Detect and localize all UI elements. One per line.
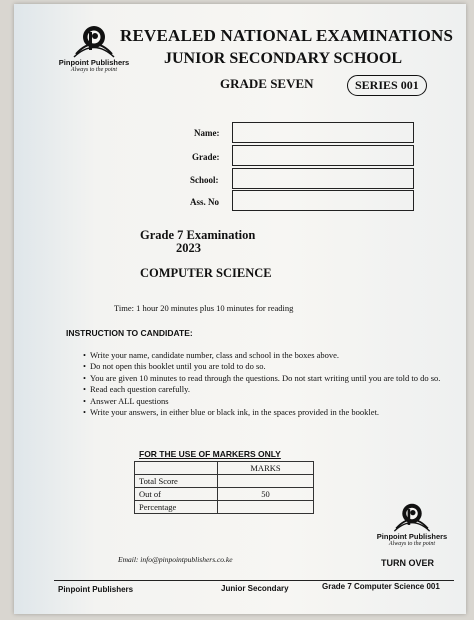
footer-paper-code: Grade 7 Computer Science 001 — [322, 582, 440, 591]
row-label: Out of — [135, 488, 218, 501]
school-box[interactable] — [232, 168, 414, 189]
publisher-brand: Pinpoint Publishers — [376, 532, 448, 541]
publisher-email: Email: info@pinpointpublishers.co.ke — [118, 555, 233, 564]
instructions-title: INSTRUCTION TO CANDIDATE: — [66, 328, 193, 338]
publisher-tagline: Always to the point — [388, 541, 436, 547]
title-line-2: JUNIOR SECONDARY SCHOOL — [164, 50, 402, 67]
instruction-item: • Do not open this booklet until you are told to do so. — [84, 361, 454, 372]
markers-title: FOR THE USE OF MARKERS ONLY — [139, 449, 281, 459]
exam-subject: COMPUTER SCIENCE — [140, 266, 272, 280]
assno-label: Ass. No — [190, 197, 220, 207]
row-label: Percentage — [135, 501, 218, 514]
instruction-item: • Read each question carefully. — [84, 384, 454, 395]
name-box[interactable] — [232, 122, 414, 143]
marks-header: MARKS — [218, 462, 314, 475]
grade-box[interactable] — [232, 145, 414, 166]
table-row — [135, 462, 314, 475]
row-value: 50 — [218, 488, 314, 501]
row-value[interactable] — [218, 475, 314, 488]
title-line-1: REVEALED NATIONAL EXAMINATIONS — [120, 26, 454, 45]
turn-over-label: TURN OVER — [381, 558, 435, 568]
publisher-brand: Pinpoint Publishers — [58, 58, 130, 67]
marks-corner-cell — [135, 462, 218, 475]
publisher-tagline: Always to the point — [70, 67, 118, 73]
exam-title: Grade 7 Examination — [140, 228, 256, 242]
assno-box[interactable] — [232, 190, 414, 211]
exam-cover-page — [14, 4, 466, 614]
instructions-list — [84, 350, 454, 418]
table-row — [135, 475, 314, 488]
table-row — [135, 488, 314, 501]
marks-table — [134, 461, 314, 514]
instruction-item: • Write your name, candidate number, class and school in the boxes above. — [84, 350, 454, 361]
exam-year: 2023 — [176, 241, 201, 255]
school-label: School: — [190, 175, 219, 185]
publisher-logo-bottom — [372, 502, 452, 547]
row-label: Total Score — [135, 475, 218, 488]
footer-level: Junior Secondary — [221, 584, 289, 593]
row-value[interactable] — [218, 501, 314, 514]
instruction-item: • Write your answers, in either blue or black ink, in the spaces provided in the booklet. — [84, 407, 454, 418]
exam-time: Time: 1 hour 20 minutes plus 10 minutes for reading — [114, 303, 294, 313]
series-badge: SERIES 001 — [347, 75, 427, 96]
pinpoint-logo-icon — [392, 502, 432, 532]
pinpoint-logo-icon — [72, 24, 116, 58]
instruction-item: • You are given 10 minutes to read through the questions. Do not start writing until you are told to do so. — [84, 373, 454, 384]
footer-publisher: Pinpoint Publishers — [58, 585, 134, 594]
grade-field-label: Grade: — [192, 152, 220, 162]
table-row — [135, 501, 314, 514]
instruction-item: • Answer ALL questions — [84, 396, 454, 407]
grade-label: GRADE SEVEN — [220, 76, 314, 91]
footer-divider — [54, 580, 454, 581]
name-label: Name: — [194, 128, 220, 138]
